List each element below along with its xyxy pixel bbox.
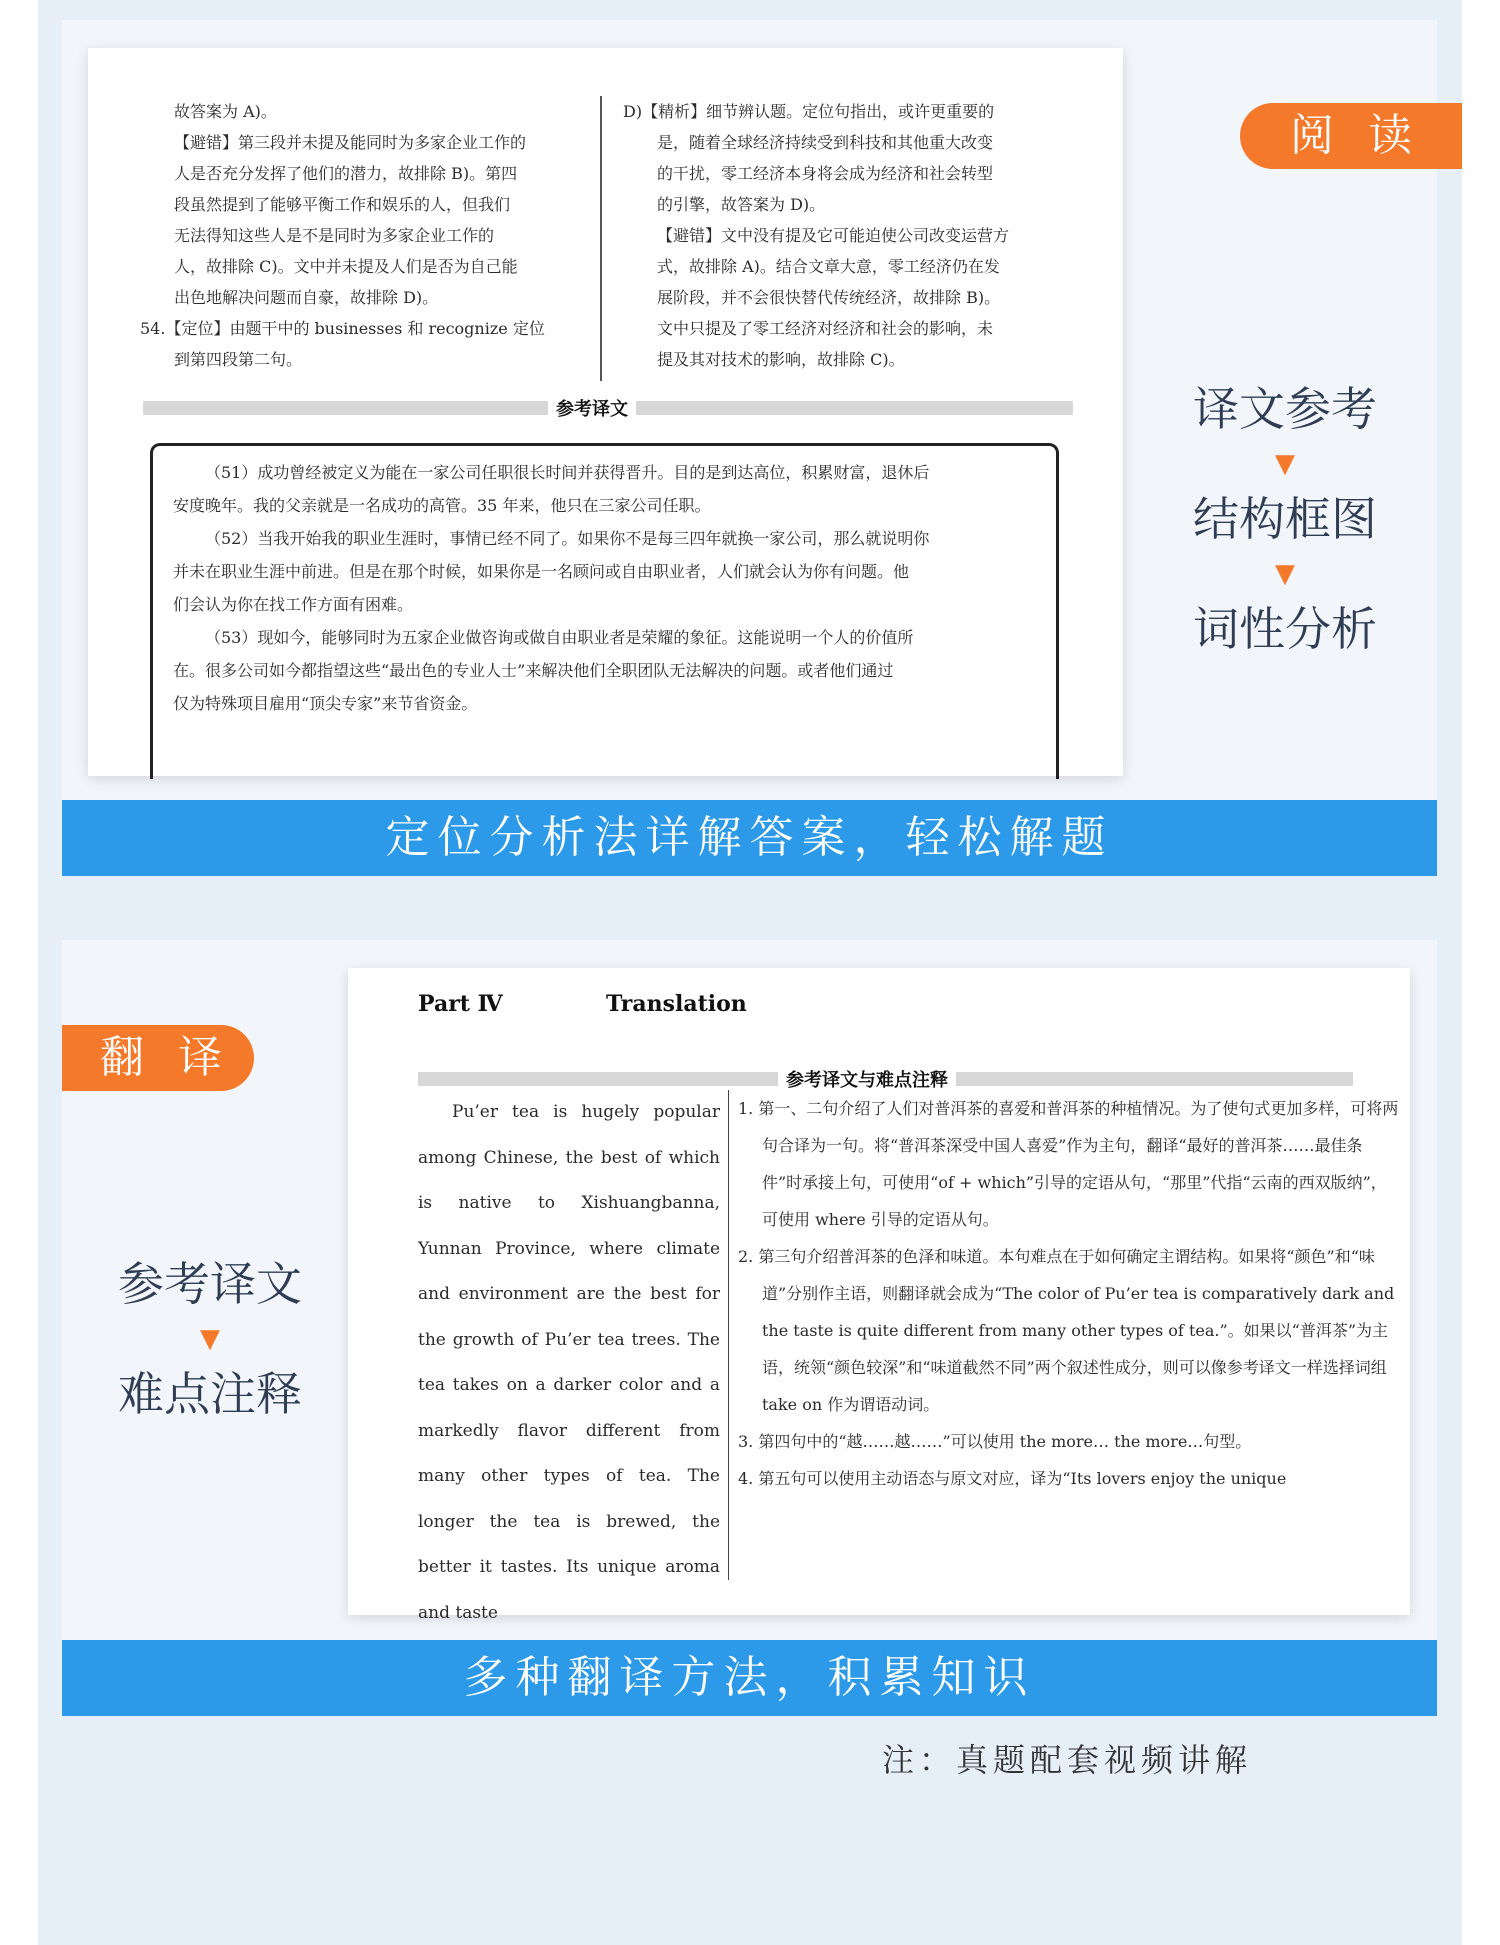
left-answer-column <box>140 96 574 375</box>
flow-step: 结构框图 <box>1193 492 1377 546</box>
answer-line: 【避错】第三段并未提及能同时为多家企业工作的 <box>174 133 527 152</box>
video-note: 注：真题配套视频讲解 <box>882 1741 1253 1779</box>
column-divider <box>600 96 602 381</box>
flow-step: 译文参考 <box>1193 382 1377 436</box>
arrow-down-icon: ▼ <box>1275 559 1295 589</box>
reading-answer-page <box>88 48 1123 776</box>
flow-step: 参考译文 <box>118 1257 302 1311</box>
translation-line: 仅为特殊项目雇用“顶尖专家”来节省资金。 <box>173 694 478 713</box>
arrow-down-icon: ▼ <box>1275 449 1295 479</box>
translation-tag: 翻 译 <box>62 1025 254 1091</box>
answer-line: 故答案为 A)。 <box>174 102 277 121</box>
translation-page <box>348 968 1410 1623</box>
answer-line: D)【精析】细节辨认题。定位句指出，或许更重要的 <box>623 102 995 121</box>
translation-box <box>150 443 1059 779</box>
translation-line: 在。很多公司如今都指望这些“最出色的专业人士”来解决他们全职团队无法解决的问题。或者他们通过 <box>173 661 894 680</box>
arrow-down-icon: ▼ <box>200 1324 220 1354</box>
answer-line: 人是否充分发挥了他们的潜力，故排除 B)。第四 <box>174 164 518 183</box>
answer-line: 出色地解决问题而自豪，故排除 D)。 <box>174 288 439 307</box>
answer-line: 段虽然提到了能够平衡工作和娱乐的人，但我们 <box>174 195 511 214</box>
reading-banner: 定位分析法详解答案，轻松解题 <box>62 800 1437 876</box>
answer-line: 的引擎，故答案为 D)。 <box>657 195 826 214</box>
translation-line: （51）成功曾经被定义为能在一家公司任职很长时间并获得晋升。目的是到达高位，积累财富，退休后 <box>205 463 930 482</box>
answer-line: 【避错】文中没有提及它可能迫使公司改变运营方 <box>657 226 1010 245</box>
answer-line: 54.【定位】由题干中的 businesses 和 recognize 定位 <box>140 319 545 338</box>
translation-flow <box>95 1255 325 1423</box>
answer-line: 式，故排除 A)。结合文章大意，零工经济仍在发 <box>657 257 1000 276</box>
translation-line: （52）当我开始我的职业生涯时，事情已经不同了。如果你不是每三四年就换一家公司，那么就说明你 <box>205 529 930 548</box>
translation-line: （53）现如今，能够同时为五家企业做咨询或做自由职业者是荣耀的象征。这能说明一个人的价值所 <box>205 628 914 647</box>
note-item: 3. 第四句中的“越……越……”可以使用 the more… the more…句型。 <box>738 1432 1252 1451</box>
answer-line: 无法得知这些人是不是同时为多家企业工作的 <box>174 226 495 245</box>
part-title: Translation <box>606 991 747 1017</box>
answer-line: 到第四段第二句。 <box>174 350 303 369</box>
note-item: 2. 第三句介绍普洱茶的色泽和味道。本句难点在于如何确定主谓结构。如果将“颜色”和“味道”分别作主语，则翻译就会成为“The color of Pu’er tea is comparatively dark and the taste is quite different from many other types of tea.”。如果以“普洱茶”为主语，统领“颜色较深”和“味道截然不同”两个叙述性成分，则可以像参考译文一样选择词组 take on 作为谓语动词。 <box>738 1247 1395 1414</box>
reading-tag: 阅 读 <box>1240 103 1462 169</box>
flow-step: 难点注释 <box>118 1367 302 1421</box>
translation-banner: 多种翻译方法，积累知识 <box>62 1640 1437 1716</box>
note-item: 1. 第一、二句介绍了人们对普洱茶的喜爱和普洱茶的种植情况。为了使句式更加多样，可将两句合译为一句。将“普洱茶深受中国人喜爱”作为主句，翻译“最好的普洱茶……最佳条件”时承接上句，可使用“of + which”引导的定语从句，“那里”代指“云南的西双版纳”，可使用 where 引导的定语从句。 <box>738 1099 1399 1229</box>
flow-step: 词性分析 <box>1193 602 1377 656</box>
answer-line: 文中只提及了零工经济对经济和社会的影响，未 <box>657 319 994 338</box>
answer-line: 的干扰，零工经济本身将会成为经济和社会转型 <box>657 164 994 183</box>
section-title: 参考译文与难点注释 <box>778 1066 956 1092</box>
answer-line: 是，随着全球经济持续受到科技和其他重大改变 <box>657 133 994 152</box>
section-title: 参考译文 <box>548 395 636 421</box>
part-number: Part Ⅳ <box>418 991 503 1017</box>
translation-line: 并未在职业生涯中前进。但是在那个时候，如果你是一名顾问或自由职业者，人们就会认为你有问题。他 <box>173 562 910 581</box>
answer-line: 人，故排除 C)。文中并未提及人们是否为自己能 <box>174 257 518 276</box>
answer-line: 展阶段，并不会很快替代传统经济，故排除 B)。 <box>657 288 1001 307</box>
english-paragraph: Pu’er tea is hugely popular among Chinese, the best of which is native to Xishuangbanna, Yunnan Province, where climate and environment are the best for the growth of Pu’er tea trees. The tea takes on a darker color and a markedly flavor different from many other types of tea. The longer the tea is brewed, the better it tastes. Its unique aroma and taste <box>418 1102 720 1623</box>
translation-line: 安度晚年。我的父亲就是一名成功的高管。35 年来，他只在三家公司任职。 <box>173 496 711 515</box>
difficulty-notes <box>738 1090 1400 1585</box>
answer-line: 提及其对技术的影响，故排除 C)。 <box>657 350 905 369</box>
translation-line: 们会认为你在找工作方面有困难。 <box>173 595 414 614</box>
note-item: 4. 第五句可以使用主动语态与原文对应，译为“Its lovers enjoy the unique <box>738 1469 1287 1488</box>
column-divider <box>728 1090 729 1580</box>
english-translation <box>418 1090 720 1636</box>
reading-flow <box>1170 380 1400 658</box>
right-answer-column <box>623 96 1033 375</box>
